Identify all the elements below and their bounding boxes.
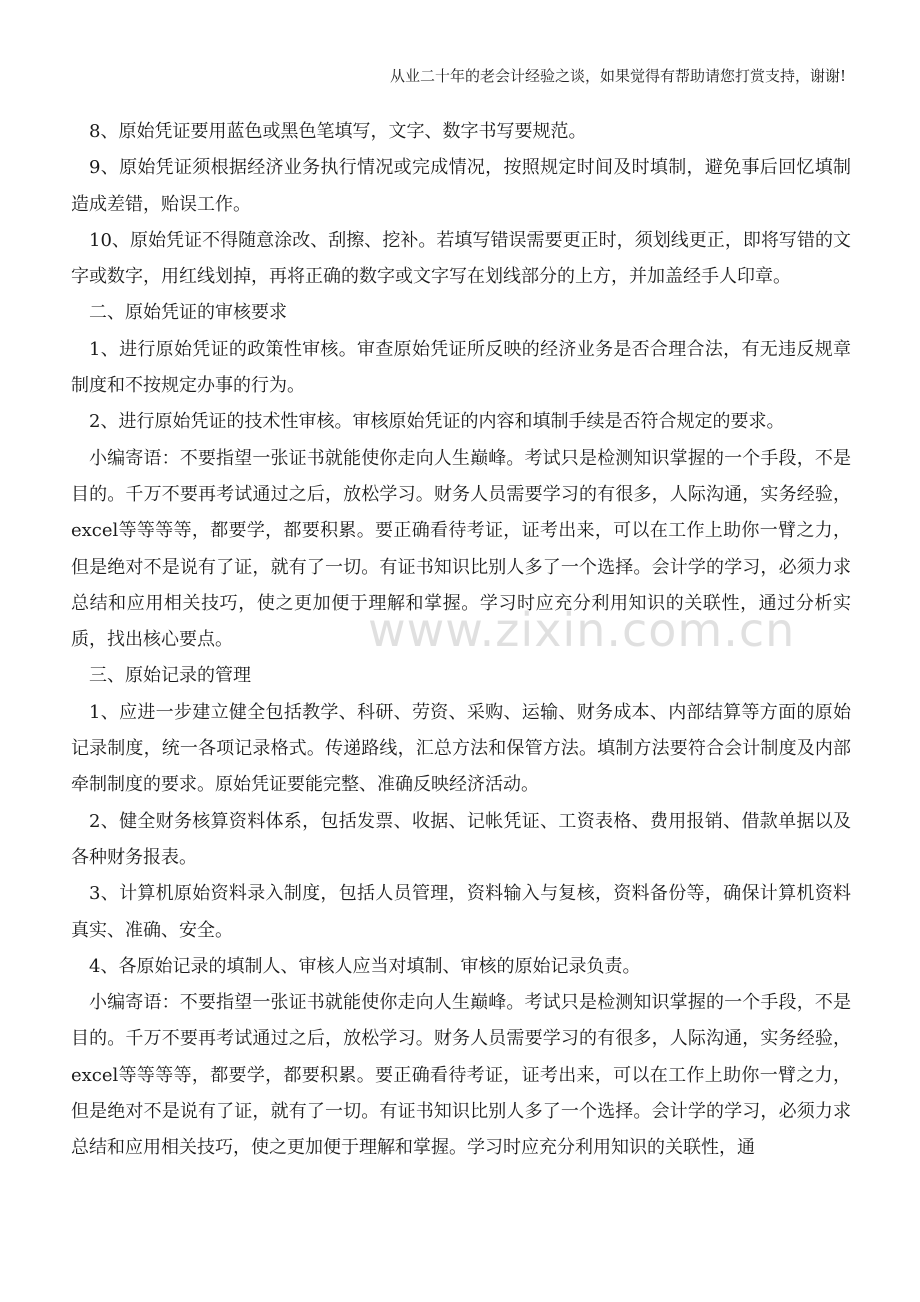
paragraph-records-4: 4、各原始记录的填制人、审核人应当对填制、审核的原始记录负责。 xyxy=(89,955,641,977)
header-note: 从业二十年的老会计经验之谈，如果觉得有帮助请您打赏支持，谢谢! xyxy=(389,67,846,85)
paragraph-records-2: 2、健全财务核算资料体系，包括发票、收据、记帐凭证、工资表格、费用报销、借款单据以及各种财务报表。 xyxy=(71,810,851,868)
section-heading-records: 三、原始记录的管理 xyxy=(89,665,251,687)
editor-note-1: 小编寄语：不要指望一张证书就能使你走向人生巅峰。考试只是检测知识掌握的一个手段，不是目的。千万不要再考试通过之后，放松学习。财务人员需要学习的有很多，人际沟通，实务经验，excel等等等等，都要学，都要积累。要正确看待考证，证考出来，可以在工作上助你一臂之力，但是绝对不是说有了证，就有了一切。有证书知识比别人多了一个选择。会计学的学习，必须力求总结和应用相关技巧，使之更加便于理解和掌握。学习时应充分利用知识的关联性，通过分析实质，找出核心要点。 xyxy=(71,447,851,651)
paragraph-audit-2: 2、进行原始凭证的技术性审核。审核原始凭证的内容和填制手续是否符合规定的要求。 xyxy=(89,411,785,433)
document-body xyxy=(71,114,851,1167)
paragraph-item-10: 10、原始凭证不得随意涂改、刮擦、挖补。若填写错误需要更正时，须划线更正，即将写错的文字或数字，用红线划掉，再将正确的数字或文字写在划线部分的上方，并加盖经手人印章。 xyxy=(71,229,851,288)
paragraph-item-8: 8、原始凭证要用蓝色或黑色笔填写，文字、数字书写要规范。 xyxy=(89,121,587,142)
paragraph-records-3: 3、计算机原始资料录入制度，包括人员管理，资料输入与复核，资料备份等，确保计算机资料真实、准确、安全。 xyxy=(71,883,851,941)
editor-note-2: 小编寄语：不要指望一张证书就能使你走向人生巅峰。考试只是检测知识掌握的一个手段，不是目的。千万不要再考试通过之后，放松学习。财务人员需要学习的有很多，人际沟通，实务经验，excel等等等等，都要学，都要积累。要正确看待考证，证考出来，可以在工作上助你一臂之力，但是绝对不是说有了证，就有了一切。有证书知识比别人多了一个选择。会计学的学习，必须力求总结和应用相关技巧，使之更加便于理解和掌握。学习时应充分利用知识的关联性，通 xyxy=(71,992,851,1159)
section-heading-audit: 二、原始凭证的审核要求 xyxy=(89,302,287,324)
paragraph-records-1: 1、应进一步建立健全包括教学、科研、劳资、采购、运输、财务成本、内部结算等方面的原始记录制度，统一各项记录格式。传递路线，汇总方法和保管方法。填制方法要符合会计制度及内部牵制制度的要求。原始凭证要能完整、准确反映经济活动。 xyxy=(71,701,851,796)
paragraph-audit-1: 1、进行原始凭证的政策性审核。审查原始凭证所反映的经济业务是否合理合法，有无违反规章制度和不按规定办事的行为。 xyxy=(71,338,851,397)
paragraph-item-9: 9、原始凭证须根据经济业务执行情况或完成情况，按照规定时间及时填制，避免事后回忆填制造成差错，贻误工作。 xyxy=(71,157,851,215)
watermark: www.zixin.com.cn xyxy=(368,603,796,657)
